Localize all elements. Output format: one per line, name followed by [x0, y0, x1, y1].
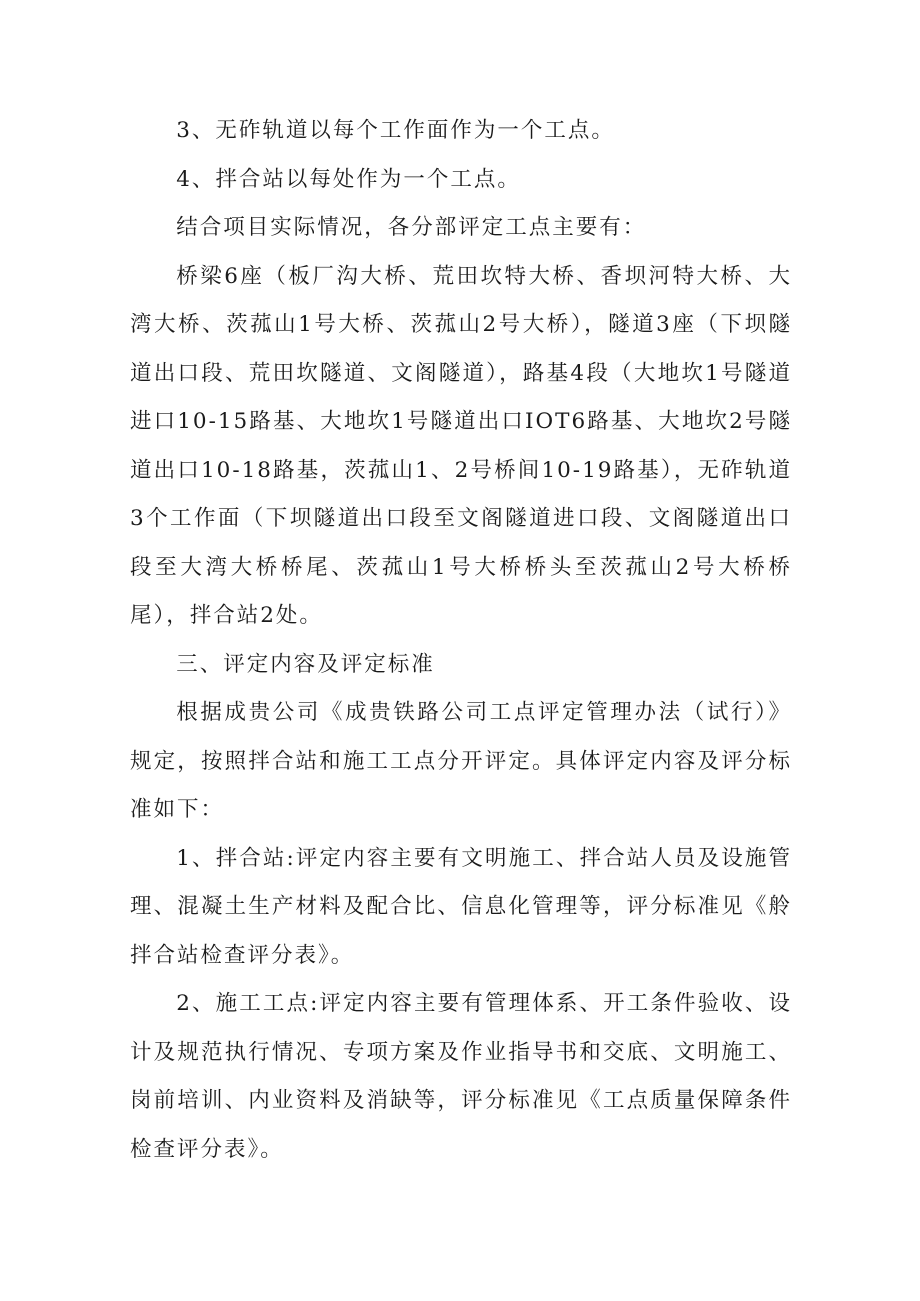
paragraph-mixing-station: 1、拌合站:评定内容主要有文明施工、拌合站人员及设施管理、混凝土生产材料及配合比、信息化管理等，评分标准见《舲拌合站检查评分表》。 — [130, 845, 792, 968]
section-heading-3: 三、评定内容及评定标准 — [176, 651, 435, 677]
paragraph-item-3: 3、无砟轨道以每个工作面作为一个工点。 — [176, 118, 615, 143]
paragraph-construction-site: 2、施工工点:评定内容主要有管理体系、开工条件验收、设计及规范执行情况、专项方案及作业指导书和交底、文明施工、岗前培训、内业资料及消缺等，评分标准见《工点质量保障条件检查评分表》。 — [130, 991, 792, 1162]
document-body — [130, 107, 792, 1174]
paragraph-site-list: 桥梁6座（板厂沟大桥、荒田坎特大桥、香坝河特大桥、大湾大桥、茨菰山1号大桥、茨菰山2号大桥），隧道3座（下坝隧道出口段、荒田坎隧道、文阁隧道），路基4段（大地坎1号隧道进口10-15路基、大地坎1号隧道出口IOT6路基、大地坎2号隧道出口10-18路基，茨菰山1、2号桥间10-19路基），无砟轨道3个工作面（下坝隧道出口段至文阁隧道进口段、文阁隧道出口段至大湾大桥桥尾、茨菰山1号大桥桥头至茨菰山2号大桥桥尾），拌合站2处。 — [130, 263, 792, 628]
paragraph-item-4: 4、拌合站以每处作为一个工点。 — [176, 166, 521, 192]
paragraph-basis: 根据成贵公司《成贵铁路公司工点评定管理办法（试行）》规定，按照拌合站和施工工点分开评定。具体评定内容及评分标准如下： — [130, 700, 792, 822]
paragraph-summary-intro: 结合项目实际情况，各分部评定工点主要有： — [176, 215, 647, 240]
